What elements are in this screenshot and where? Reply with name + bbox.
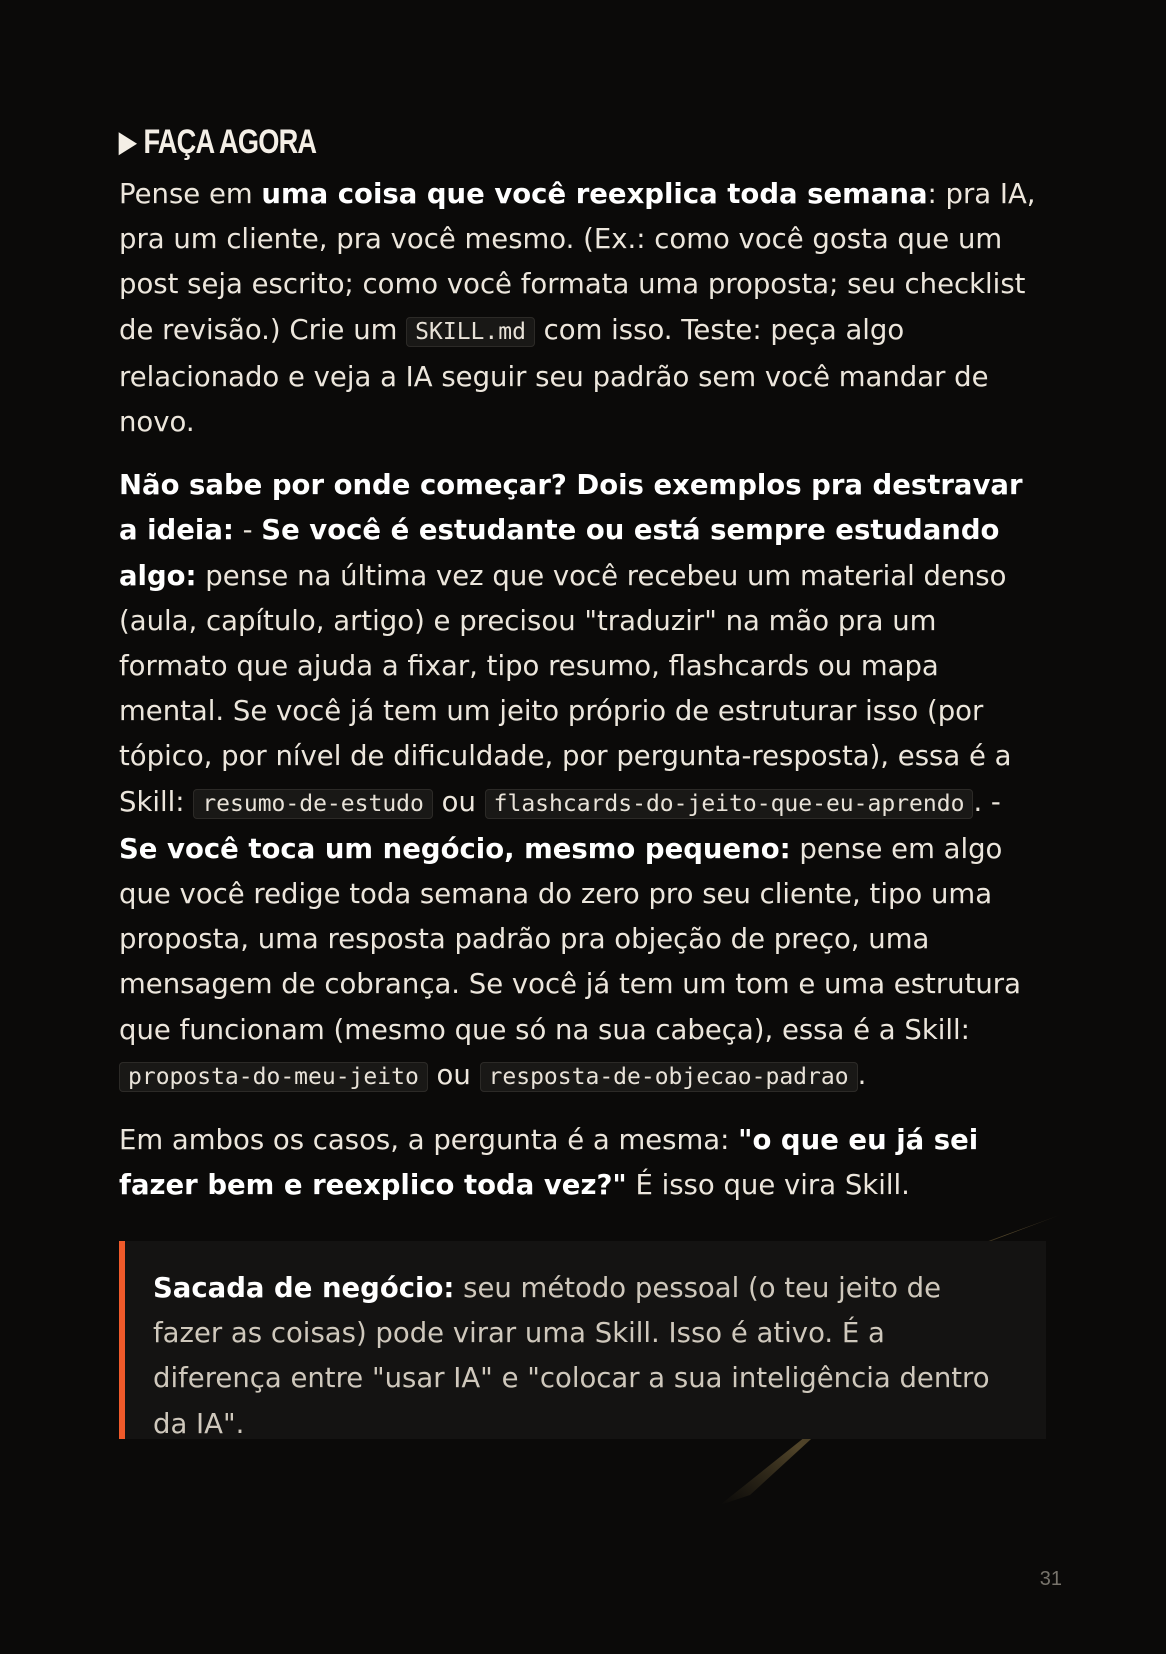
examples-paragraph: Não sabe por onde começar? Dois exemplos pra destravar a ideia: - Se você é estudante ou está sempre estudando algo: pense na última vez que você recebeu um material denso (aula, capítulo, artigo) e precisou "traduzir" na mão pra um formato que ajuda a fixar, tipo resumo, flashcards ou mapa mental. Se você já tem um jeito próprio de estruturar isso (por tópico, por nível de dificuldade, por pergunta-resposta), essa é a Skill: resumo-de-estudo ou flashcards-do-jeito-que-eu-aprendo . - Se você toca um negócio, mesmo pequeno: pense em algo que você redige toda semana do zero pro seu cliente, tipo uma proposta, uma resposta padrão pra objeção de preço, uma mensagem de cobrança. Se você já tem um tom e uma estrutura que funcionam (mesmo que só na sua cabeça), essa é a Skill: proposta-do-meu-jeito ou resposta-de-objecao-padrao .: [119, 469, 1023, 1091]
instruction-paragraph: Pense em uma coisa que você reexplica toda semana: pra IA, pra um cliente, pra você mesmo. (Ex.: como você gosta que um post seja escrito; como você formata uma proposta; seu checklist de revisão.) Crie um SKILL.md com isso. Teste: peça algo relacionado e veja a IA seguir seu padrão sem você mandar de novo.: [119, 178, 1036, 439]
heading-title: FAÇA AGORA: [143, 123, 317, 161]
page-number: 31: [1039, 1568, 1062, 1590]
main-content: [119, 118, 1039, 1226]
section-heading: [119, 118, 855, 166]
inline-code: SKILL.md: [406, 317, 535, 347]
inline-code: proposta-do-meu-jeito: [119, 1062, 428, 1092]
inline-code: resumo-de-estudo: [193, 789, 433, 819]
business-insight-callout: [119, 1241, 1046, 1439]
inline-code: resposta-de-objecao-padrao: [480, 1062, 858, 1092]
play-triangle-icon: ▶: [119, 126, 136, 157]
callout-text: Sacada de negócio: seu método pessoal (o teu jeito de fazer as coisas) pode virar uma Skill. Isso é ativo. É a diferença entre "usar IA" e "colocar a sua inteligência dentro da IA".: [153, 1272, 990, 1440]
inline-code: flashcards-do-jeito-que-eu-aprendo: [485, 789, 974, 819]
callout-label: Sacada de negócio:: [153, 1272, 455, 1304]
summary-paragraph: Em ambos os casos, a pergunta é a mesma: "o que eu já sei fazer bem e reexplico toda vez?" É isso que vira Skill.: [119, 1124, 979, 1202]
